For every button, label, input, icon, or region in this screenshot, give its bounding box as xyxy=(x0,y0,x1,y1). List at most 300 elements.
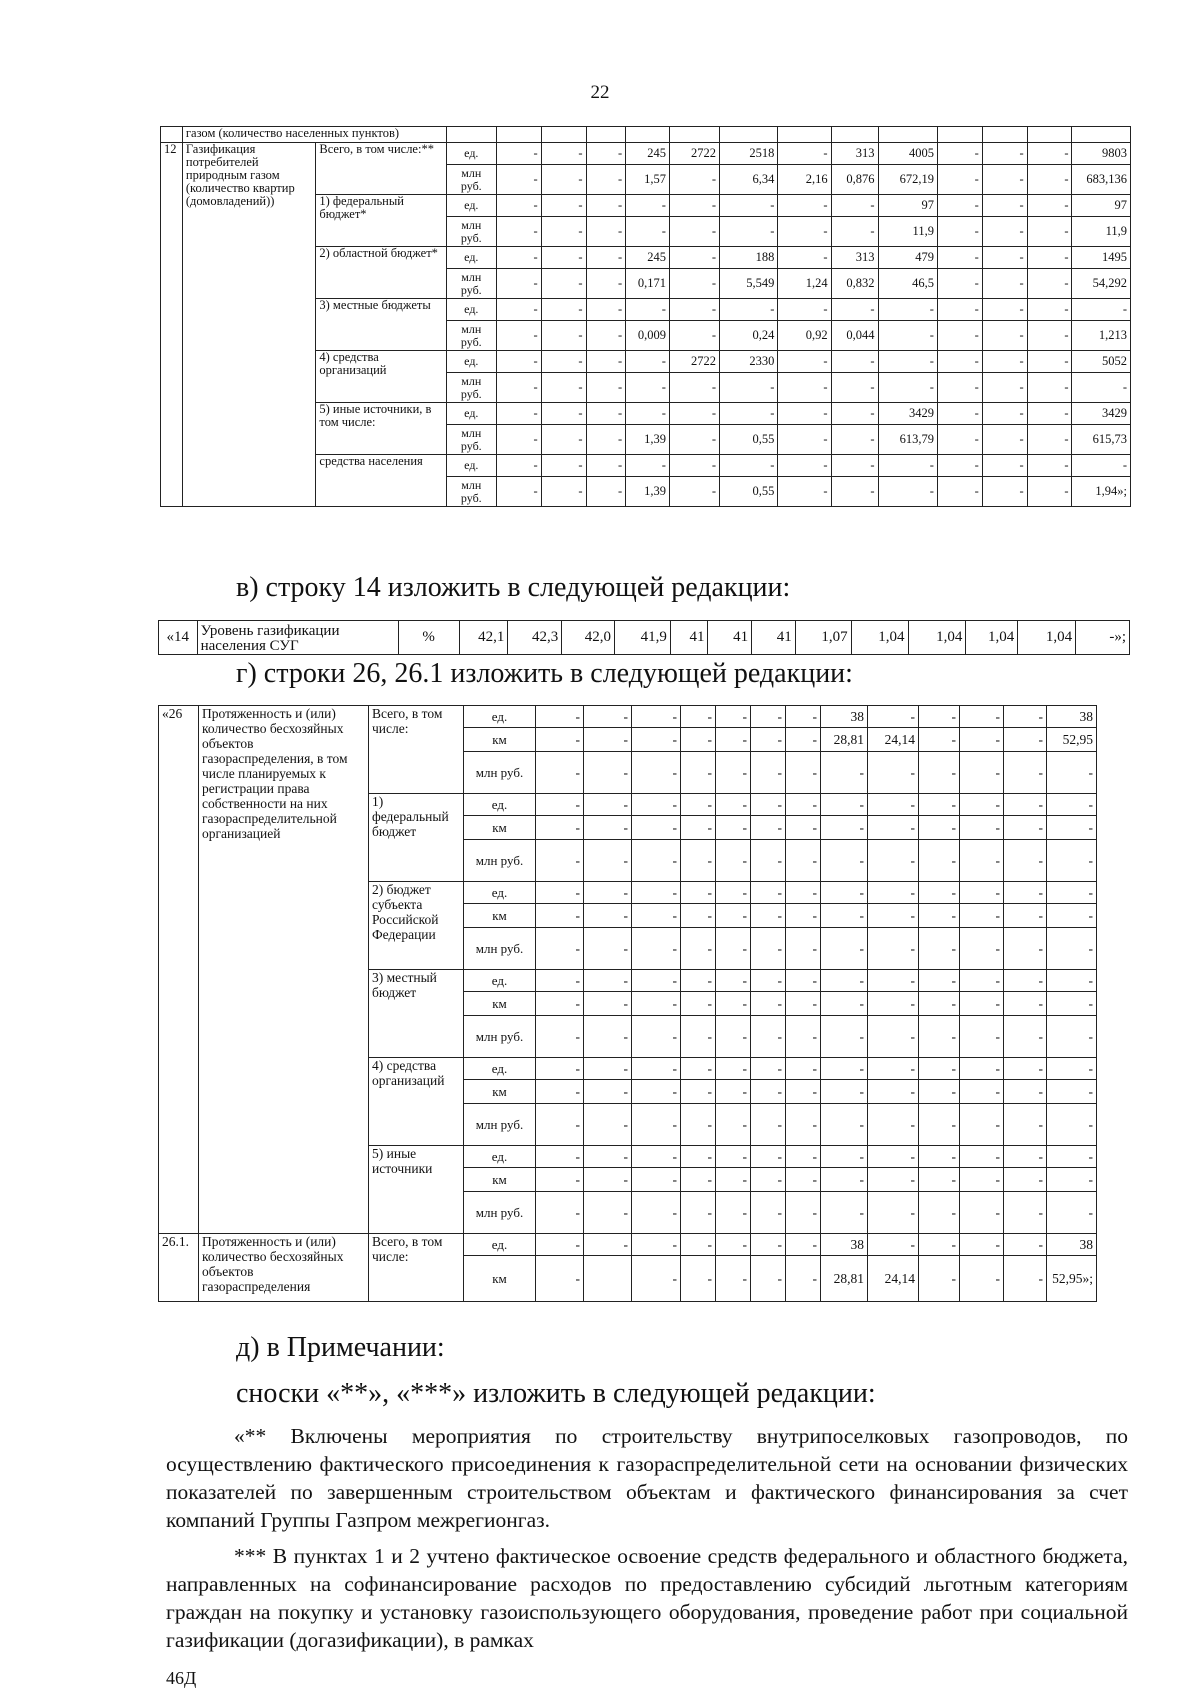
value-cell: - xyxy=(1047,816,1097,840)
value-cell: - xyxy=(960,882,1004,904)
value-cell: - xyxy=(536,1192,584,1234)
value-cell: - xyxy=(960,1234,1004,1256)
value-cell: - xyxy=(868,970,919,992)
value-cell: - xyxy=(496,477,541,507)
value-cell: - xyxy=(541,217,586,247)
value-cell: 6,34 xyxy=(720,165,778,195)
value-cell: 2330 xyxy=(720,351,778,373)
value-cell: - xyxy=(496,217,541,247)
value-cell: - xyxy=(541,425,586,455)
empty-cell xyxy=(937,127,982,143)
empty-cell xyxy=(878,127,937,143)
value-cell: - xyxy=(716,816,751,840)
value-cell: - xyxy=(1047,840,1097,882)
value-cell: 97 xyxy=(1072,195,1131,217)
unit-cell: ед. xyxy=(446,143,496,165)
value-cell: - xyxy=(716,1234,751,1256)
value-cell: - xyxy=(960,1192,1004,1234)
value-cell: - xyxy=(1047,992,1097,1016)
value-cell: - xyxy=(778,217,831,247)
value-cell: - xyxy=(937,351,982,373)
unit-cell: км xyxy=(464,816,536,840)
unit-cell: млн руб. xyxy=(464,1192,536,1234)
value-cell: 313 xyxy=(831,143,878,165)
unit-cell: млн руб. xyxy=(446,321,496,351)
value-cell: - xyxy=(1004,1080,1047,1104)
value-cell: - xyxy=(632,1192,681,1234)
value-cell: - xyxy=(778,455,831,477)
value-cell: - xyxy=(919,882,960,904)
value-cell: - xyxy=(831,351,878,373)
value-cell: 0,55 xyxy=(720,425,778,455)
value-cell: - xyxy=(919,1104,960,1146)
value-cell: - xyxy=(1047,928,1097,970)
value-cell: - xyxy=(786,1256,821,1302)
value-cell: - xyxy=(586,373,626,403)
value-cell: - xyxy=(868,1104,919,1146)
value-cell: - xyxy=(1027,195,1072,217)
value-cell: 4005 xyxy=(878,143,937,165)
value-cell: - xyxy=(1004,882,1047,904)
value-cell: 1,213 xyxy=(1072,321,1131,351)
value-cell: - xyxy=(541,195,586,217)
unit-cell: км xyxy=(464,728,536,752)
value-cell: - xyxy=(1047,882,1097,904)
value-cell: - xyxy=(778,373,831,403)
value-cell: - xyxy=(1004,752,1047,794)
value-cell: - xyxy=(982,217,1027,247)
value-cell: - xyxy=(1047,1168,1097,1192)
value-cell: - xyxy=(878,373,937,403)
value-cell: 479 xyxy=(878,247,937,269)
value-cell: - xyxy=(919,752,960,794)
value-cell: - xyxy=(878,455,937,477)
value-cell: - xyxy=(1027,455,1072,477)
value-cell: - xyxy=(960,1016,1004,1058)
table-row xyxy=(161,143,1131,165)
value-cell: 42,0 xyxy=(562,621,615,655)
unit-cell: км xyxy=(464,1080,536,1104)
value-cell: - xyxy=(536,1016,584,1058)
value-cell: - xyxy=(868,1016,919,1058)
value-cell: - xyxy=(681,882,716,904)
empty-cell xyxy=(831,127,878,143)
value-cell: - xyxy=(584,992,632,1016)
source-label: Всего, в том числе:** xyxy=(316,143,446,195)
value-cell: - xyxy=(778,247,831,269)
unit-cell: км xyxy=(464,1168,536,1192)
value-cell: - xyxy=(786,1234,821,1256)
value-cell: - xyxy=(751,1234,786,1256)
value-cell: 38 xyxy=(1047,706,1097,728)
value-cell: - xyxy=(669,425,719,455)
value-cell: - xyxy=(632,1104,681,1146)
value-cell: - xyxy=(716,728,751,752)
value-cell: - xyxy=(632,970,681,992)
empty-cell xyxy=(1072,127,1131,143)
value-cell: - xyxy=(821,816,868,840)
value-cell: - xyxy=(632,928,681,970)
value-cell: 5052 xyxy=(1072,351,1131,373)
value-cell: - xyxy=(496,403,541,425)
unit-cell: ед. xyxy=(446,299,496,321)
value-cell: - xyxy=(982,321,1027,351)
value-cell: - xyxy=(720,403,778,425)
value-cell: 672,19 xyxy=(878,165,937,195)
value-cell: - xyxy=(536,992,584,1016)
value-cell: - xyxy=(716,752,751,794)
value-cell: - xyxy=(919,1016,960,1058)
value-cell: - xyxy=(821,794,868,816)
value-cell: - xyxy=(1047,970,1097,992)
value-cell: - xyxy=(786,1168,821,1192)
value-cell: 1,04 xyxy=(851,621,908,655)
value-cell: - xyxy=(1047,1080,1097,1104)
value-cell: - xyxy=(751,970,786,992)
value-cell: - xyxy=(541,269,586,299)
value-cell: - xyxy=(716,1058,751,1080)
empty-cell xyxy=(982,127,1027,143)
value-cell: - xyxy=(786,1104,821,1146)
value-cell: - xyxy=(982,299,1027,321)
value-cell: - xyxy=(960,904,1004,928)
value-cell: - xyxy=(919,1256,960,1302)
value-cell: 0,55 xyxy=(720,477,778,507)
value-cell: - xyxy=(751,1104,786,1146)
value-cell: - xyxy=(496,455,541,477)
value-cell: - xyxy=(919,840,960,882)
source-label: 2) областной бюджет* xyxy=(316,247,446,299)
value-cell: - xyxy=(1004,970,1047,992)
row-name: Протяженность и (или) количество бесхозяйных объектов газораспределения xyxy=(199,1234,369,1302)
continued-row-label: газом (количество населенных пунктов) xyxy=(182,127,446,143)
unit-cell: млн руб. xyxy=(446,217,496,247)
value-cell: - xyxy=(751,1080,786,1104)
value-cell: - xyxy=(536,840,584,882)
value-cell: - xyxy=(919,794,960,816)
value-cell: - xyxy=(681,728,716,752)
value-cell: - xyxy=(681,1058,716,1080)
value-cell: - xyxy=(919,1080,960,1104)
value-cell: - xyxy=(1027,143,1072,165)
unit-cell: ед. xyxy=(446,351,496,373)
value-cell: - xyxy=(632,840,681,882)
value-cell: 0,044 xyxy=(831,321,878,351)
value-cell: - xyxy=(584,1234,632,1256)
value-cell: - xyxy=(919,1058,960,1080)
value-cell: 52,95»; xyxy=(1047,1256,1097,1302)
value-cell: - xyxy=(937,321,982,351)
value-cell: - xyxy=(586,425,626,455)
value-cell: - xyxy=(1004,1168,1047,1192)
value-cell: - xyxy=(786,816,821,840)
value-cell: 1,04 xyxy=(908,621,966,655)
value-cell: - xyxy=(541,477,586,507)
value-cell: - xyxy=(786,752,821,794)
value-cell: 38 xyxy=(821,1234,868,1256)
value-cell: - xyxy=(786,1192,821,1234)
source-label: Всего, в том числе: xyxy=(369,1234,464,1302)
value-cell: - xyxy=(1072,455,1131,477)
value-cell: - xyxy=(868,928,919,970)
value-cell: - xyxy=(919,970,960,992)
source-label: 3) местные бюджеты xyxy=(316,299,446,351)
value-cell: 42,1 xyxy=(459,621,508,655)
value-cell: 46,5 xyxy=(878,269,937,299)
row-name: Газификация потребителей природным газом (количество квартир (домовладений)) xyxy=(182,143,316,507)
empty-cell xyxy=(496,127,541,143)
value-cell: - xyxy=(960,794,1004,816)
value-cell: - xyxy=(632,1168,681,1192)
value-cell: - xyxy=(868,992,919,1016)
value-cell: - xyxy=(868,1058,919,1080)
source-label: 1) федеральный бюджет xyxy=(369,794,464,882)
value-cell: - xyxy=(868,1146,919,1168)
table-row xyxy=(161,127,1131,143)
value-cell: - xyxy=(982,477,1027,507)
value-cell: 41 xyxy=(752,621,796,655)
value-cell: - xyxy=(632,1016,681,1058)
value-cell: - xyxy=(821,928,868,970)
value-cell: - xyxy=(1004,904,1047,928)
value-cell: - xyxy=(626,403,670,425)
source-label: 4) средства организаций xyxy=(369,1058,464,1146)
value-cell: - xyxy=(868,794,919,816)
value-cell: - xyxy=(586,217,626,247)
value-cell: - xyxy=(536,794,584,816)
value-cell: - xyxy=(937,247,982,269)
value-cell: - xyxy=(960,752,1004,794)
value-cell: - xyxy=(751,840,786,882)
value-cell: - xyxy=(786,904,821,928)
unit-cell: км xyxy=(464,904,536,928)
value-cell: - xyxy=(937,143,982,165)
value-cell: - xyxy=(720,299,778,321)
value-cell: - xyxy=(536,1168,584,1192)
value-cell: - xyxy=(541,247,586,269)
value-cell: 188 xyxy=(720,247,778,269)
value-cell: - xyxy=(831,217,878,247)
value-cell: - xyxy=(536,904,584,928)
value-cell: - xyxy=(831,477,878,507)
value-cell: - xyxy=(584,752,632,794)
value-cell: 41,9 xyxy=(615,621,671,655)
unit-cell: % xyxy=(398,621,459,655)
value-cell: - xyxy=(1047,1104,1097,1146)
value-cell: - xyxy=(669,477,719,507)
value-cell: - xyxy=(786,1058,821,1080)
value-cell: - xyxy=(868,1080,919,1104)
value-cell: - xyxy=(751,1256,786,1302)
unit-cell: млн руб. xyxy=(464,1016,536,1058)
value-cell: - xyxy=(1004,1256,1047,1302)
value-cell: - xyxy=(960,992,1004,1016)
row-name: Уровень газификации населения СУГ xyxy=(197,621,398,655)
value-cell: - xyxy=(1047,752,1097,794)
value-cell: - xyxy=(681,794,716,816)
value-cell: - xyxy=(1004,1192,1047,1234)
value-cell: - xyxy=(937,373,982,403)
value-cell: - xyxy=(868,1234,919,1256)
value-cell: - xyxy=(632,728,681,752)
value-cell: - xyxy=(778,299,831,321)
value-cell: - xyxy=(960,1146,1004,1168)
value-cell: - xyxy=(681,1016,716,1058)
value-cell: - xyxy=(751,1168,786,1192)
value-cell: 42,3 xyxy=(508,621,562,655)
value-cell: - xyxy=(982,403,1027,425)
value-cell: - xyxy=(778,425,831,455)
value-cell: - xyxy=(681,752,716,794)
empty-cell xyxy=(626,127,670,143)
value-cell: - xyxy=(632,882,681,904)
value-cell: 0,009 xyxy=(626,321,670,351)
value-cell: - xyxy=(716,1192,751,1234)
value-cell: 2,16 xyxy=(778,165,831,195)
value-cell: - xyxy=(937,455,982,477)
unit-cell: ед. xyxy=(464,706,536,728)
value-cell: - xyxy=(751,1016,786,1058)
value-cell: - xyxy=(1004,992,1047,1016)
value-cell: - xyxy=(1004,1016,1047,1058)
unit-cell: ед. xyxy=(446,403,496,425)
value-cell: 613,79 xyxy=(878,425,937,455)
value-cell: - xyxy=(716,1168,751,1192)
value-cell: - xyxy=(496,247,541,269)
value-cell: - xyxy=(626,299,670,321)
page-number: 22 xyxy=(590,82,610,103)
value-cell: - xyxy=(786,928,821,970)
value-cell: - xyxy=(982,373,1027,403)
unit-cell: ед. xyxy=(446,195,496,217)
value-cell: - xyxy=(626,217,670,247)
value-cell: - xyxy=(982,269,1027,299)
value-cell: - xyxy=(496,165,541,195)
value-cell: 1,04 xyxy=(1018,621,1076,655)
value-cell: - xyxy=(496,321,541,351)
value-cell: - xyxy=(937,425,982,455)
value-cell: - xyxy=(586,143,626,165)
value-cell: - xyxy=(831,425,878,455)
value-cell: - xyxy=(751,882,786,904)
source-label: 1) федеральный бюджет* xyxy=(316,195,446,247)
value-cell: - xyxy=(541,403,586,425)
value-cell: - xyxy=(960,706,1004,728)
value-cell: - xyxy=(536,970,584,992)
value-cell: - xyxy=(919,1192,960,1234)
value-cell: - xyxy=(681,1192,716,1234)
value-cell: - xyxy=(584,1016,632,1058)
value-cell: 3429 xyxy=(878,403,937,425)
value-cell: - xyxy=(751,752,786,794)
value-cell: - xyxy=(778,403,831,425)
value-cell: - xyxy=(751,728,786,752)
value-cell: - xyxy=(536,706,584,728)
value-cell: - xyxy=(868,706,919,728)
unit-cell: млн руб. xyxy=(446,477,496,507)
unit-cell: млн руб. xyxy=(464,928,536,970)
value-cell: - xyxy=(632,1256,681,1302)
value-cell: - xyxy=(632,1058,681,1080)
value-cell: - xyxy=(626,195,670,217)
value-cell: - xyxy=(982,455,1027,477)
value-cell: - xyxy=(626,455,670,477)
value-cell: - xyxy=(982,165,1027,195)
value-cell: 38 xyxy=(1047,1234,1097,1256)
value-cell: - xyxy=(878,299,937,321)
value-cell: 2722 xyxy=(669,351,719,373)
value-cell: 2518 xyxy=(720,143,778,165)
value-cell: - xyxy=(1004,1058,1047,1080)
value-cell: - xyxy=(1072,299,1131,321)
value-cell: - xyxy=(868,752,919,794)
value-cell: - xyxy=(982,351,1027,373)
value-cell: - xyxy=(584,794,632,816)
row-number: «14 xyxy=(159,621,198,655)
value-cell: - xyxy=(586,455,626,477)
value-cell: - xyxy=(919,816,960,840)
value-cell: - xyxy=(720,455,778,477)
value-cell: - xyxy=(626,351,670,373)
value-cell: - xyxy=(937,269,982,299)
value-cell: - xyxy=(1027,477,1072,507)
value-cell: - xyxy=(786,840,821,882)
value-cell: - xyxy=(541,321,586,351)
empty-cell xyxy=(720,127,778,143)
value-cell: - xyxy=(960,728,1004,752)
value-cell: - xyxy=(1027,403,1072,425)
value-cell: - xyxy=(669,373,719,403)
value-cell: - xyxy=(586,269,626,299)
unit-cell: млн руб. xyxy=(464,752,536,794)
value-cell: - xyxy=(632,706,681,728)
value-cell: - xyxy=(584,840,632,882)
value-cell: - xyxy=(716,840,751,882)
value-cell: - xyxy=(960,970,1004,992)
value-cell: - xyxy=(681,1146,716,1168)
value-cell: - xyxy=(821,992,868,1016)
value-cell: - xyxy=(831,455,878,477)
value-cell: - xyxy=(1047,1192,1097,1234)
value-cell: 41 xyxy=(670,621,708,655)
value-cell: - xyxy=(1027,351,1072,373)
footnote-block xyxy=(166,1422,1128,1654)
value-cell: - xyxy=(716,1104,751,1146)
value-cell: - xyxy=(786,1016,821,1058)
value-cell: 1,39 xyxy=(626,477,670,507)
unit-cell: млн руб. xyxy=(446,425,496,455)
value-cell: - xyxy=(716,1016,751,1058)
value-cell: 1,04 xyxy=(966,621,1018,655)
value-cell: - xyxy=(868,904,919,928)
value-cell: 41 xyxy=(708,621,752,655)
value-cell: 11,9 xyxy=(878,217,937,247)
value-cell: - xyxy=(541,299,586,321)
value-cell: - xyxy=(584,1080,632,1104)
value-cell: - xyxy=(536,752,584,794)
table-rows-26 xyxy=(158,705,1152,1302)
value-cell: - xyxy=(536,1080,584,1104)
value-cell: - xyxy=(1004,706,1047,728)
value-cell: 245 xyxy=(626,143,670,165)
value-cell: - xyxy=(584,1168,632,1192)
value-cell xyxy=(584,1256,632,1302)
unit-cell: млн руб. xyxy=(464,1104,536,1146)
value-cell: - xyxy=(584,882,632,904)
unit-cell: ед. xyxy=(464,882,536,904)
value-cell: - xyxy=(541,351,586,373)
value-cell: - xyxy=(937,195,982,217)
